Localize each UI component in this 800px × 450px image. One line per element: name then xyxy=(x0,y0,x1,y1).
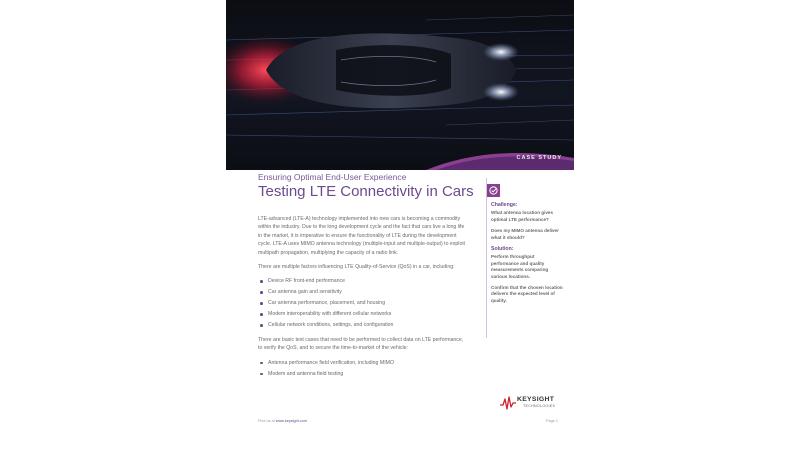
challenge-question-2: Does my MIMO antenna deliver what it should? xyxy=(491,228,559,240)
factors-list xyxy=(258,277,468,329)
intro-paragraph: LTE-advanced (LTE-A) technology implemented into new cars is becoming a commodity within the industry. Due to the long development cycle and the fact that cars live a long life in the market, it is imperative to ensure the functionality of LTE during the development cycle. LTE-A uses MIMO antenna technology (multiple-input and multiple-output) to exploit multipath propagation, multiplying the capacity of a radio link. xyxy=(258,216,465,256)
document-page xyxy=(226,0,574,450)
case-study-badge: CASE STUDY xyxy=(516,155,562,161)
list-item: Car antenna gain and sensitivity xyxy=(268,288,468,296)
challenge-question-1: What antenna location gives optimal LTE performance? xyxy=(491,210,554,222)
page-number: Page 1 xyxy=(545,419,558,423)
solution-text-2: Confirm that the chosen location delivers the expected level of quality. xyxy=(491,285,563,303)
car-light-trails-illustration xyxy=(226,0,574,170)
challenge-solution-sidebar xyxy=(486,178,565,338)
factors-intro-paragraph: There are multiple factors influencing LTE Quality-of-Service (QoS) in a car, including: xyxy=(258,264,455,271)
footer-website xyxy=(258,419,307,423)
sidebar-text xyxy=(491,202,563,309)
list-item: Car antenna performance, placement, and housing xyxy=(268,299,468,307)
list-item: Modem and antenna field testing xyxy=(268,370,468,378)
tests-intro-paragraph: There are basic test cases that need to be performed to collect data on LTE performance, to verify the QoS, and to secure the time-to-market of the vehicle: xyxy=(258,336,464,352)
logo-name: KEYSIGHT xyxy=(517,396,555,403)
keysight-logo xyxy=(499,396,569,412)
document-subtitle: Ensuring Optimal End-User Experience xyxy=(258,172,407,182)
document-title: Testing LTE Connectivity in Cars xyxy=(258,183,474,200)
list-item: Modem interoperability with different cellular networks xyxy=(268,310,468,318)
solution-label: Solution: xyxy=(491,246,514,253)
list-item: Cellular network conditions, settings, and configuration xyxy=(268,321,468,329)
list-item: Device RF front-end performance xyxy=(268,277,468,285)
logo-subtitle: TECHNOLOGIES xyxy=(523,404,556,408)
footer-prefix: Find us at xyxy=(258,419,275,423)
solution-text-1: Perform throughput performance and quality measurements comparing various locations. xyxy=(491,254,549,279)
keysight-waveform-icon xyxy=(499,396,517,410)
list-item: Antenna performance field verification, including MIMO xyxy=(268,359,468,367)
body-text xyxy=(258,215,468,384)
hero-image xyxy=(226,0,574,170)
tests-list xyxy=(258,359,468,378)
check-circle-icon xyxy=(487,184,500,197)
footer-link[interactable]: www.keysight.com xyxy=(275,419,307,423)
challenge-label: Challenge: xyxy=(491,202,518,208)
